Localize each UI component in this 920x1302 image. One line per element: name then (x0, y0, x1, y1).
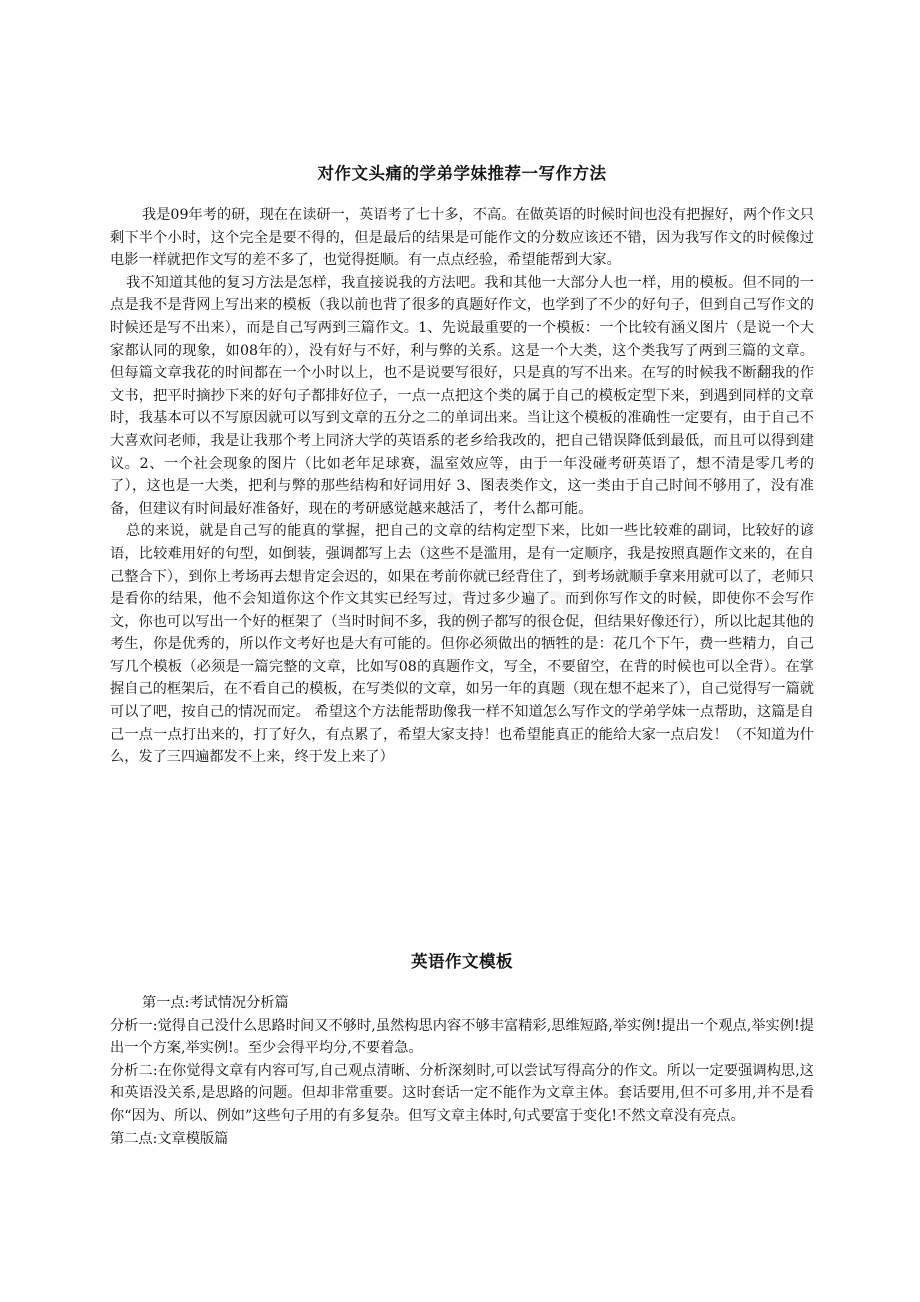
template-section-body (110, 992, 814, 1150)
article-body (110, 204, 814, 769)
paragraph-3: 总的来说，就是自己写的能真的掌握，把自己的文章的结构定型下来，比如一些比较难的副词，比较好的谚语，比较难用好的句型，如倒装，强调都写上去（这些不是滥用，是有一定顺序，我是按照真题作文来的，在自己整合下），到你上考场再去想肯定会迟的，如果在考前你就已经背住了，到考场就顺手拿来用就可以了，老师只是看你的结果，他不会知道你这个作文其实已经写过，背过多少遍了。而到你写作文的时候，即使你不会写作文，你也可以写出一个好的框架了（当时时间不多，我的例子都写的很仓促，但结果好像还行），所以比起其他的考生，你是优秀的，所以作文考好也是大有可能的。但你必须做出的牺牲的是：花几个下午，费一些精力，自己写几个模板（必须是一篇完整的文章，比如写08的真题作文，写全，不要留空，在背的时候也可以全背）。在掌握自己的框架后，在不看自己的模板，在写类似的文章，如另一年的真题（现在想不起来了），自己觉得写一篇就可以了吧，按自己的情况而定。 希望这个方法能帮助像我一样不知道怎么写作文的学弟学妹一点帮助，这篇是自己一点一点打出来的，打了好久，有点累了，希望大家支持！也希望能真正的能给大家一点启发！（不知道为什么，发了三四遍都发不上来，终于发上来了） (110, 523, 814, 766)
article-title: 对作文头痛的学弟学妹推荐一写作方法 (317, 164, 607, 183)
template-section-title: 英语作文模板 (411, 952, 513, 971)
analysis-1: 分析一:觉得自己没什么思路时间又不够时,虽然构思内容不够丰富精彩,思维短路,举实例!提出一个观点,举实例!提出一个方案,举实例!。至少会得平均分,不要着急。 (110, 1017, 814, 1057)
point-2-heading: 第二点:文章模版篇 (110, 1130, 229, 1147)
paragraph-1: 我是09年考的研，现在在读研一，英语考了七十多，不高。在做英语的时候时间也没有把握好，两个作文只剩下半个小时，这个完全是要不得的，但是最后的结果是可能作文的分数应该还不错，因为我写作文的时候像过电影一样就把作文写的差不多了，也觉得挺顺。有一点点经验，希望能帮到大家。 (110, 207, 814, 269)
point-1-heading: 第一点:考试情况分析篇 (142, 995, 289, 1011)
paragraph-2: 我不知道其他的复习方法是怎样，我直接说我的方法吧。我和其他一大部分人也一样，用的模板。但不同的一点是我不是背网上写出来的模板（我以前也背了很多的真题好作文，也学到了不少的好句子，但到自己写作文的时候还是写不出来），而是自己写两到三篇作文。1、先说最重要的一个模板：一个比较有涵义图片（是说一个大家都认同的现象，如08年的），没有好与不好，利与弊的关系。这是一个大类，这个类我写了两到三篇的文章。但每篇文章我花的时间都在一个小时以上，也不是说要写很好，只是真的写不出来。在写的时候我不断翻我的作文书，把平时摘抄下来的好句子都排好位子，一点一点把这个类的属于自己的模板定型下来，到遇到同样的文章时，我基本可以不写原因就可以写到文章的五分之二的单词出来。当让这个模板的准确性一定要有，由于自己不大喜欢问老师，我是让我那个考上同济大学的英语系的老乡给我改的，把自己错误降低到最低，而且可以得到建议。2、一个社会现象的图片（比如老年足球赛，温室效应等，由于一年没碰考研英语了，想不清是零几考的了），这也是一大类，把利与弊的那些结构和好词用好 3、图表类作文，这一类由于自己时间不够用了，没有准备，但建议有时间最好准备好，现在的考研感觉越来越活了，考什么都可能。 (110, 274, 814, 517)
analysis-2: 分析二:在你觉得文章有内容可写,自己观点清晰、分析深刻时,可以尝试写得高分的作文。所以一定要强调构思,这和英语没关系,是思路的问题。但却非常重要。这时套话一定不能作为文章主体。套话要用,但不可多用,并不是看你“因为、所以、例如”这些句子用的有多复杂。但写文章主体时,句式要富于变化!不然文章没有亮点。 (110, 1062, 814, 1124)
